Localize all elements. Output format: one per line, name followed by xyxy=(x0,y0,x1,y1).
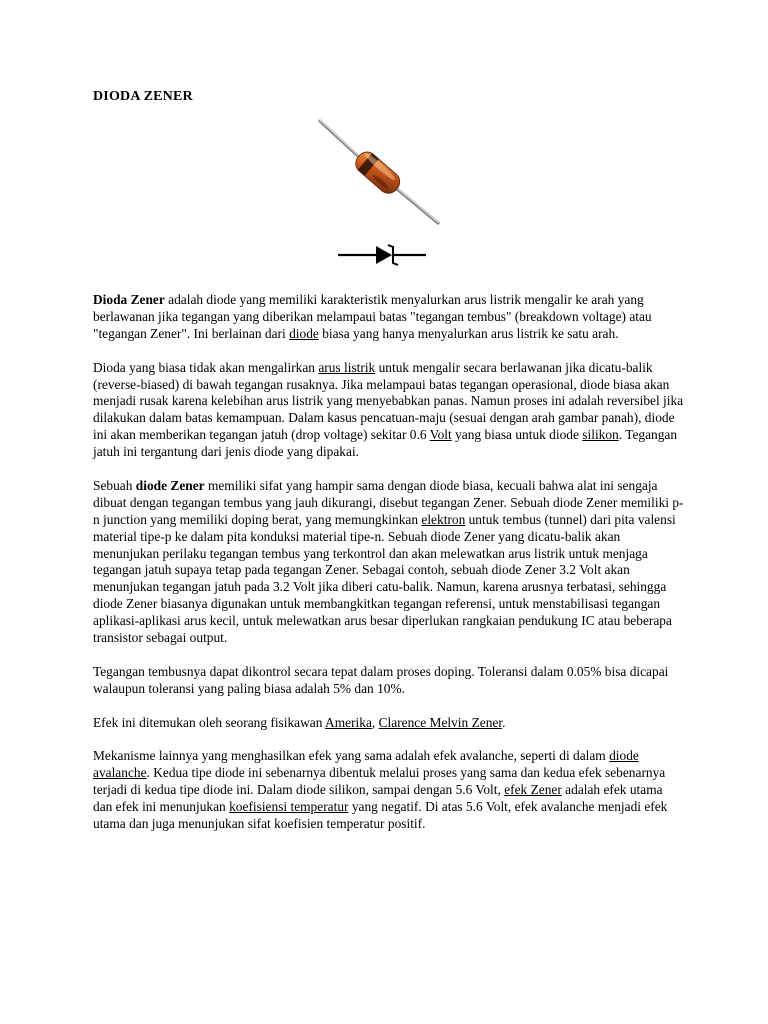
link-clarence-melvin-zener[interactable]: Clarence Melvin Zener xyxy=(378,714,503,730)
diode-lead-bottom xyxy=(396,188,438,223)
symbol-triangle xyxy=(376,246,392,264)
page-title: DIODA ZENER xyxy=(93,89,193,104)
paragraph-2: Dioda yang biasa tidak akan mengalirkan arus listrik untuk mengalir secara berlawanan jika dicatu-balik (reverse-biased) di bawah tegangan rusaknya. Jika melampaui batas tegangan operasional, diode biasa akan menjadi rusak karena kelebihan arus listrik yang menyebabkan panas. Namun proses ini adalah reversibel jika dilakukan dalam batas kemampuan. Dalam kasus pencatuan-maju (sesuai dengan arah gambar panah), diode ini akan memberikan tegangan jatuh (drop voltage) sekitar 0.6 Volt yang biasa untuk diode silikon. Tegangan jatuh ini tergantung dari jenis diode yang dipakai. xyxy=(93,359,684,460)
paragraph-4: Tegangan tembusnya dapat dikontrol secara tepat dalam proses doping. Toleransi dalam 0.05% bisa dicapai walaupun toleransi yang paling biasa adalah 5% dan 10%. xyxy=(93,663,669,696)
link-amerika[interactable]: Amerika xyxy=(325,714,372,730)
link-diode-avalanche[interactable]: diode avalanche xyxy=(93,748,639,781)
link-arus-listrik[interactable]: arus listrik xyxy=(318,359,376,375)
paragraph-5: Efek ini ditemukan oleh seorang fisikawan Amerika, Clarence Melvin Zener. xyxy=(93,714,506,730)
link-efek-zener[interactable]: efek Zener xyxy=(504,782,562,798)
paragraph-3: Sebuah diode Zener memiliki sifat yang hampir sama dengan diode biasa, kecuali bahwa alat ini sengaja dibuat dengan tegangan tembus yang jauh dikurangi, disebut tegangan Zener. Sebuah diode Zener memiliki p-n junction yang memiliki doping berat, yang memungkinkan elektron untuk tembus (tunnel) dari pita valensi material tipe-p ke dalam pita konduksi material tipe-n. Sebuah diode Zener yang dicatu-balik akan menunjukan perilaku tegangan tembus yang terkontrol dan akan melewatkan arus listrik untuk menjaga tegangan jatuh supaya tetap pada tegangan Zener. Sebagai contoh, sebuah diode Zener 3.2 Volt akan menunjukan tegangan jatuh pada 3.2 Volt jika diberi catu-balik. Namun, karena arusnya terbatasi, sehingga diode Zener biasanya digunakan untuk membangkitkan tegangan referensi, untuk menstabilisasi tegangan aplikasi-aplikasi arus kecil, untuk melewatkan arus besar diperlukan rangkaian pendukung IC atau beberapa transistor sebagai output. xyxy=(93,477,684,646)
bold-term: diode Zener xyxy=(135,477,205,493)
paragraph-1: Dioda Zener adalah diode yang memiliki karakteristik menyalurkan arus listrik mengalir ke arah yang berlawanan jika tegangan yang diberikan melampaui batas "tegangan tembus" (breakdown voltage) atau "tegangan Zener". Ini berlainan dari diode biasa yang hanya menyalurkan arus listrik ke satu arah. xyxy=(93,292,652,341)
link-silikon[interactable]: silikon xyxy=(582,427,619,443)
zener-diode-symbol xyxy=(336,241,428,269)
article-body xyxy=(93,292,685,850)
bold-term: Dioda Zener xyxy=(93,292,165,307)
paragraph-6: Mekanisme lainnya yang menghasilkan efek yang sama adalah efek avalanche, seperti di dalam diode avalanche. Kedua tipe diode ini sebenarnya dibentuk melalui proses yang sama dan kedua efek sebenarnya terjadi di kedua tipe diode ini. Dalam diode silikon, sampai dengan 5.6 Volt, efek Zener adalah efek utama dan efek ini menunjukan koefisiensi temperatur yang negatif. Di atas 5.6 Volt, efek avalanche menjadi efek utama dan juga menunjukan sifat koefisien temperatur positif. xyxy=(93,748,668,832)
diode-lead-top xyxy=(320,121,358,156)
diode-body xyxy=(352,148,404,197)
link-elektron[interactable]: elektron xyxy=(421,511,466,527)
zener-diode-photo xyxy=(314,118,444,226)
link-diode[interactable]: diode xyxy=(289,325,319,341)
link-volt[interactable]: Volt xyxy=(429,427,452,443)
link-koefisiensi-temperatur[interactable]: koefisiensi temperatur xyxy=(229,799,349,815)
